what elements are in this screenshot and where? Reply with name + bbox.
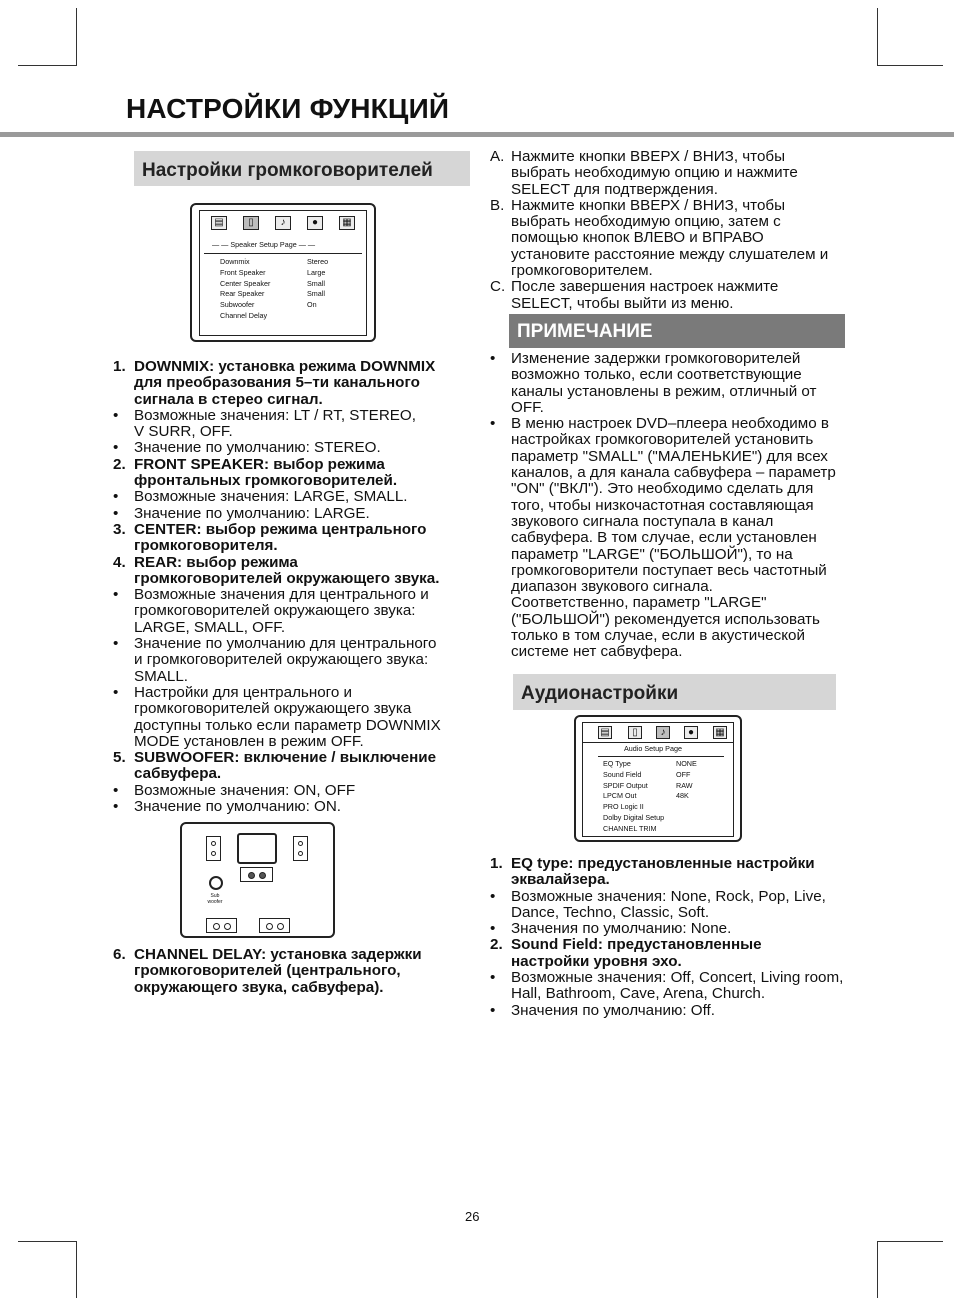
text-line — [490, 498, 860, 514]
line-text: окружающего звука, сабвуфера). — [134, 978, 384, 996]
line-text: Возможные значения: Off, Concert, Living room, — [511, 969, 844, 987]
menu-row-label[interactable]: Subwoofer — [220, 300, 255, 310]
audio-menu-divider — [583, 742, 733, 743]
line-text: Hall, Bathroom, Cave, Arena, Church. — [511, 985, 766, 1003]
text-line — [113, 587, 473, 603]
channel-delay-text — [113, 947, 473, 996]
line-text: установите расстояние между слушателем и — [511, 245, 829, 263]
menu-row-value: RAW — [676, 780, 693, 790]
text-line — [490, 230, 860, 246]
line-text: Изменение задержки громкоговорителей — [511, 350, 801, 367]
general-setup-icon: ▤ — [211, 216, 227, 230]
line-text: Возможные значения: ON, OFF — [134, 781, 356, 799]
subwoofer-label: Sub woofer — [207, 893, 223, 905]
text-line — [490, 149, 860, 165]
text-line — [113, 473, 473, 489]
list-marker: 3. — [113, 520, 126, 538]
text-line — [113, 392, 473, 408]
text-line — [113, 424, 473, 440]
line-text: параметр "SMALL" ("МАЛЕНЬКИЕ") для всех — [511, 447, 828, 465]
speaker-section-heading-text: Настройки громкоговорителей — [142, 160, 433, 181]
page-number: 26 — [465, 1209, 480, 1224]
list-marker: B. — [490, 196, 505, 214]
list-marker: A. — [490, 148, 505, 165]
audio-menu-labels — [603, 759, 664, 835]
speaker-menu-labels — [220, 257, 270, 322]
line-text: того, чтобы низкочастотная составляющая — [511, 496, 814, 514]
line-text: Dance, Techno, Classic, Soft. — [511, 903, 710, 921]
subwoofer-speaker — [209, 876, 223, 890]
line-text: выбрать необходимую опцию, затем с — [511, 213, 781, 231]
text-line — [490, 263, 860, 279]
list-marker: 2. — [113, 455, 126, 473]
line-text: громкоговорителем. — [511, 262, 653, 280]
bullet-marker: • — [113, 781, 119, 799]
crop-mark — [877, 8, 878, 65]
line-text: DOWNMIX: установка режима DOWNMIX — [134, 358, 436, 375]
text-line — [113, 555, 473, 571]
text-line — [113, 620, 473, 636]
text-line — [490, 384, 860, 400]
menu-row-value: Stereo — [307, 257, 329, 266]
bullet-marker: • — [113, 406, 119, 424]
audio-setup-icon: ♪ — [275, 216, 291, 230]
menu-row-value: Small — [307, 278, 325, 288]
bullet-marker: • — [490, 1001, 496, 1019]
crop-mark — [76, 1241, 77, 1298]
text-line — [113, 522, 473, 538]
speaker-settings-text — [113, 359, 473, 815]
bullet-marker: • — [113, 504, 119, 522]
text-line — [490, 921, 860, 937]
line-text: сигнала в стерео сигнал. — [134, 390, 323, 408]
text-line — [490, 214, 860, 230]
list-marker: 4. — [113, 553, 126, 571]
line-text: громкоговорителей (центрального, — [134, 962, 401, 980]
text-line — [113, 947, 473, 963]
text-line — [490, 612, 860, 628]
line-text: Нажмите кнопки ВВЕРХ / ВНИЗ, чтобы — [511, 196, 786, 214]
general-setup-icon: ▤ — [598, 726, 612, 739]
bullet-marker: • — [113, 488, 119, 506]
text-line — [490, 872, 860, 888]
front-left-speaker — [206, 836, 221, 861]
line-text: Нажмите кнопки ВВЕРХ / ВНИЗ, чтобы — [511, 148, 786, 165]
text-line — [490, 905, 860, 921]
line-text: громкоговорителя. — [134, 537, 278, 555]
menu-row-label[interactable]: Center Speaker — [220, 278, 271, 288]
menu-row-value: 48K — [676, 791, 689, 801]
line-text: Значение по умолчанию: STEREO. — [134, 439, 381, 457]
audio-menu-page-title: Audio Setup Page — [624, 744, 682, 753]
line-text: CHANNEL DELAY: установка задержки — [134, 946, 422, 963]
bullet-marker: • — [113, 798, 119, 816]
line-text: доступны только если параметр DOWNMIX — [134, 716, 441, 734]
menu-row-label[interactable]: SPDIF Output — [603, 780, 648, 790]
steps-text — [490, 149, 860, 312]
bullet-marker: • — [113, 635, 119, 653]
menu-row-label[interactable]: Front Speaker — [220, 267, 266, 277]
note-heading — [509, 314, 845, 348]
text-line — [113, 538, 473, 554]
line-text: громкоговорителей окружающего звука — [134, 700, 412, 718]
line-text: SELECT для подтверждения. — [511, 180, 718, 198]
video-setup-icon: ● — [307, 216, 323, 230]
preference-icon: ▦ — [713, 726, 727, 739]
text-line — [113, 701, 473, 717]
text-line — [113, 408, 473, 424]
text-line — [113, 766, 473, 782]
menu-row-label[interactable]: EQ Type — [603, 759, 631, 768]
speaker-menu-divider — [204, 253, 362, 254]
text-line — [113, 783, 473, 799]
line-text: Возможные значения для центрального и — [134, 586, 429, 604]
audio-section-heading-text: Аудионастройки — [521, 683, 679, 704]
line-text: настройки уровня эхо. — [511, 952, 682, 970]
text-line — [113, 750, 473, 766]
text-line — [113, 440, 473, 456]
speaker-section-heading — [134, 151, 470, 186]
speaker-setup-icon: ▯ — [628, 726, 642, 739]
line-text: LARGE, SMALL, OFF. — [134, 618, 286, 636]
text-line — [113, 457, 473, 473]
line-text: сабвуфера. В том случае, если установлен — [511, 529, 817, 547]
audio-menu-divider-2 — [598, 756, 724, 757]
crop-mark — [18, 65, 77, 66]
line-text: Возможные значения: LT / RT, STEREO, — [134, 406, 416, 424]
rear-right-speaker — [259, 918, 290, 933]
text-line — [490, 530, 860, 546]
text-line — [490, 644, 860, 660]
menu-row-label[interactable]: PRO Logic II — [603, 802, 644, 812]
list-marker: 1. — [490, 855, 503, 872]
line-text: выбрать необходимую опцию и нажмите — [511, 164, 798, 182]
line-text: EQ type: предустановленные настройки — [511, 855, 815, 872]
bullet-marker: • — [490, 887, 496, 905]
line-text: MODE установлен в режим OFF. — [134, 732, 364, 750]
line-text: Соответственно, параметр "LARGE" — [511, 594, 767, 612]
text-line — [490, 595, 860, 611]
line-text: звукового сигнала поступала в канал — [511, 512, 774, 530]
audio-settings-text — [490, 856, 860, 1019]
line-text: После завершения настроек нажмите — [511, 278, 779, 296]
list-marker: 2. — [490, 936, 503, 954]
text-line — [490, 351, 860, 367]
text-line — [113, 359, 473, 375]
line-text: Возможные значения: None, Rock, Pop, Live, — [511, 887, 826, 905]
text-line — [490, 547, 860, 563]
text-line — [490, 449, 860, 465]
menu-row-label[interactable]: LPCM Out — [603, 791, 637, 801]
audio-section-heading — [513, 674, 836, 710]
text-line — [490, 579, 860, 595]
line-text: SUBWOOFER: включение / выключение — [134, 749, 437, 767]
line-text: для преобразования 5–ти канального — [134, 374, 420, 392]
list-marker: 1. — [113, 358, 126, 375]
text-line — [113, 636, 473, 652]
text-line — [490, 628, 860, 644]
front-right-speaker — [293, 836, 308, 861]
bullet-marker: • — [490, 920, 496, 938]
audio-setup-menu — [574, 715, 742, 842]
text-line — [113, 963, 473, 979]
video-setup-icon: ● — [684, 726, 698, 739]
bullet-marker: • — [113, 683, 119, 701]
text-line — [113, 718, 473, 734]
text-line — [490, 465, 860, 481]
bullet-marker: • — [490, 350, 496, 367]
center-speaker — [240, 867, 273, 882]
text-line — [113, 669, 473, 685]
menu-row-value: On — [307, 300, 317, 310]
text-line — [490, 481, 860, 497]
text-line — [490, 1003, 860, 1019]
crop-mark — [877, 65, 943, 66]
text-line — [490, 279, 860, 295]
text-line — [490, 367, 860, 383]
text-line — [113, 652, 473, 668]
text-line — [113, 506, 473, 522]
preference-icon: ▦ — [339, 216, 355, 230]
menu-row-label[interactable]: Downmix — [220, 257, 250, 266]
menu-row-value: NONE — [676, 759, 697, 768]
line-text: настройках громкоговорителей установить — [511, 431, 814, 449]
line-text: громкоговорители поступает весь частотный — [511, 561, 827, 579]
line-text: OFF. — [511, 398, 544, 416]
line-text: V SURR, OFF. — [134, 423, 233, 441]
menu-row-label[interactable]: Dolby Digital Setup — [603, 812, 665, 822]
line-text: громкоговорителей окружающего звука: — [134, 602, 416, 620]
crop-mark — [877, 1241, 878, 1298]
text-line — [113, 799, 473, 815]
list-marker: 6. — [113, 946, 126, 963]
text-line — [490, 432, 860, 448]
line-text: только в том случае, если в акустической — [511, 627, 805, 645]
text-line — [490, 296, 860, 312]
text-line — [113, 734, 473, 750]
speaker-menu-values — [307, 257, 328, 311]
text-line — [490, 165, 860, 181]
line-text: Sound Field: предустановленные — [511, 936, 762, 954]
speaker-setup-menu — [190, 203, 376, 342]
line-text: диапазон звукового сигнала. — [511, 578, 713, 596]
page-title: НАСТРОЙКИ ФУНКЦИЙ — [126, 93, 450, 124]
line-text: системе нет сабвуфера. — [511, 643, 683, 661]
line-text: "ON" ("ВКЛ"). Это необходимо сделать для — [511, 480, 814, 498]
audio-menu-values — [676, 759, 697, 802]
speaker-layout-diagram — [180, 822, 335, 938]
line-text: CENTER: выбор режима центрального — [134, 520, 427, 538]
menu-row-label[interactable]: CHANNEL TRIM — [603, 823, 657, 833]
line-text: каналы установлены в режим, отличный от — [511, 382, 817, 400]
speaker-menu-page-title: — — Speaker Setup Page — — — [212, 240, 316, 249]
menu-row-value: Large — [307, 267, 326, 277]
line-text: возможно только, если соответствующие — [511, 366, 802, 384]
text-line — [490, 198, 860, 214]
menu-row-label[interactable]: Channel Delay — [220, 310, 268, 320]
line-text: Значения по умолчанию: Off. — [511, 1001, 715, 1019]
bullet-marker: • — [113, 586, 119, 604]
line-text: каналов, а для канала сабвуфера – параметр — [511, 464, 836, 482]
text-line — [490, 954, 860, 970]
speaker-setup-icon: ▯ — [243, 216, 259, 230]
text-line — [113, 375, 473, 391]
text-line — [490, 182, 860, 198]
text-line — [490, 247, 860, 263]
tv-screen — [237, 833, 277, 864]
text-line — [490, 400, 860, 416]
menu-row-value: OFF — [676, 769, 691, 779]
line-text: сабвуфера. — [134, 765, 222, 783]
line-text: SELECT, чтобы выйти из меню. — [511, 294, 734, 312]
menu-row-label[interactable]: Rear Speaker — [220, 289, 265, 299]
menu-row-value: Small — [307, 289, 325, 299]
text-line — [490, 889, 860, 905]
line-text: фронтальных громкоговорителей. — [134, 472, 398, 490]
list-marker: C. — [490, 278, 506, 296]
line-text: Возможные значения: LARGE, SMALL. — [134, 488, 408, 506]
text-line — [113, 685, 473, 701]
line-text: эквалайзера. — [511, 871, 610, 889]
crop-mark — [18, 1241, 77, 1242]
bullet-marker: • — [490, 415, 496, 433]
note-text — [490, 351, 860, 661]
menu-row-label[interactable]: Sound Field — [603, 769, 642, 779]
list-marker: 5. — [113, 749, 126, 767]
line-text: Настройки для центрального и — [134, 683, 353, 701]
line-text: параметр "LARGE" ("БОЛЬШОЙ"), то на — [511, 545, 793, 563]
line-text: Значение по умолчанию для центрального — [134, 635, 437, 653]
audio-setup-icon: ♪ — [656, 726, 670, 739]
bullet-marker: • — [113, 439, 119, 457]
text-line — [113, 571, 473, 587]
line-text: и громкоговорителей окружающего звука: — [134, 651, 429, 669]
line-text: Значение по умолчанию: ON. — [134, 798, 342, 816]
line-text: FRONT SPEAKER: выбор режима — [134, 455, 385, 473]
title-divider — [0, 132, 954, 137]
line-text: REAR: выбор режима — [134, 553, 298, 571]
text-line — [490, 937, 860, 953]
line-text: Значения по умолчанию: None. — [511, 920, 732, 938]
text-line — [113, 603, 473, 619]
line-text: SMALL. — [134, 667, 189, 685]
text-line — [490, 986, 860, 1002]
text-line — [113, 489, 473, 505]
text-line — [113, 980, 473, 996]
line-text: В меню настроек DVD–плеера необходимо в — [511, 415, 829, 433]
bullet-marker: • — [490, 969, 496, 987]
text-line — [490, 416, 860, 432]
note-heading-text: ПРИМЕЧАНИЕ — [517, 321, 653, 342]
line-text: громкоговорителей окружающего звука. — [134, 569, 440, 587]
text-line — [490, 856, 860, 872]
rear-left-speaker — [206, 918, 237, 933]
line-text: Значение по умолчанию: LARGE. — [134, 504, 370, 522]
text-line — [490, 563, 860, 579]
crop-mark — [76, 8, 77, 65]
crop-mark — [877, 1241, 943, 1242]
text-line — [490, 514, 860, 530]
line-text: ("БОЛЬШОЙ") рекомендуется использовать — [511, 610, 820, 628]
text-line — [490, 970, 860, 986]
line-text: помощью кнопок ВЛЕВО и ВПРАВО — [511, 229, 764, 247]
